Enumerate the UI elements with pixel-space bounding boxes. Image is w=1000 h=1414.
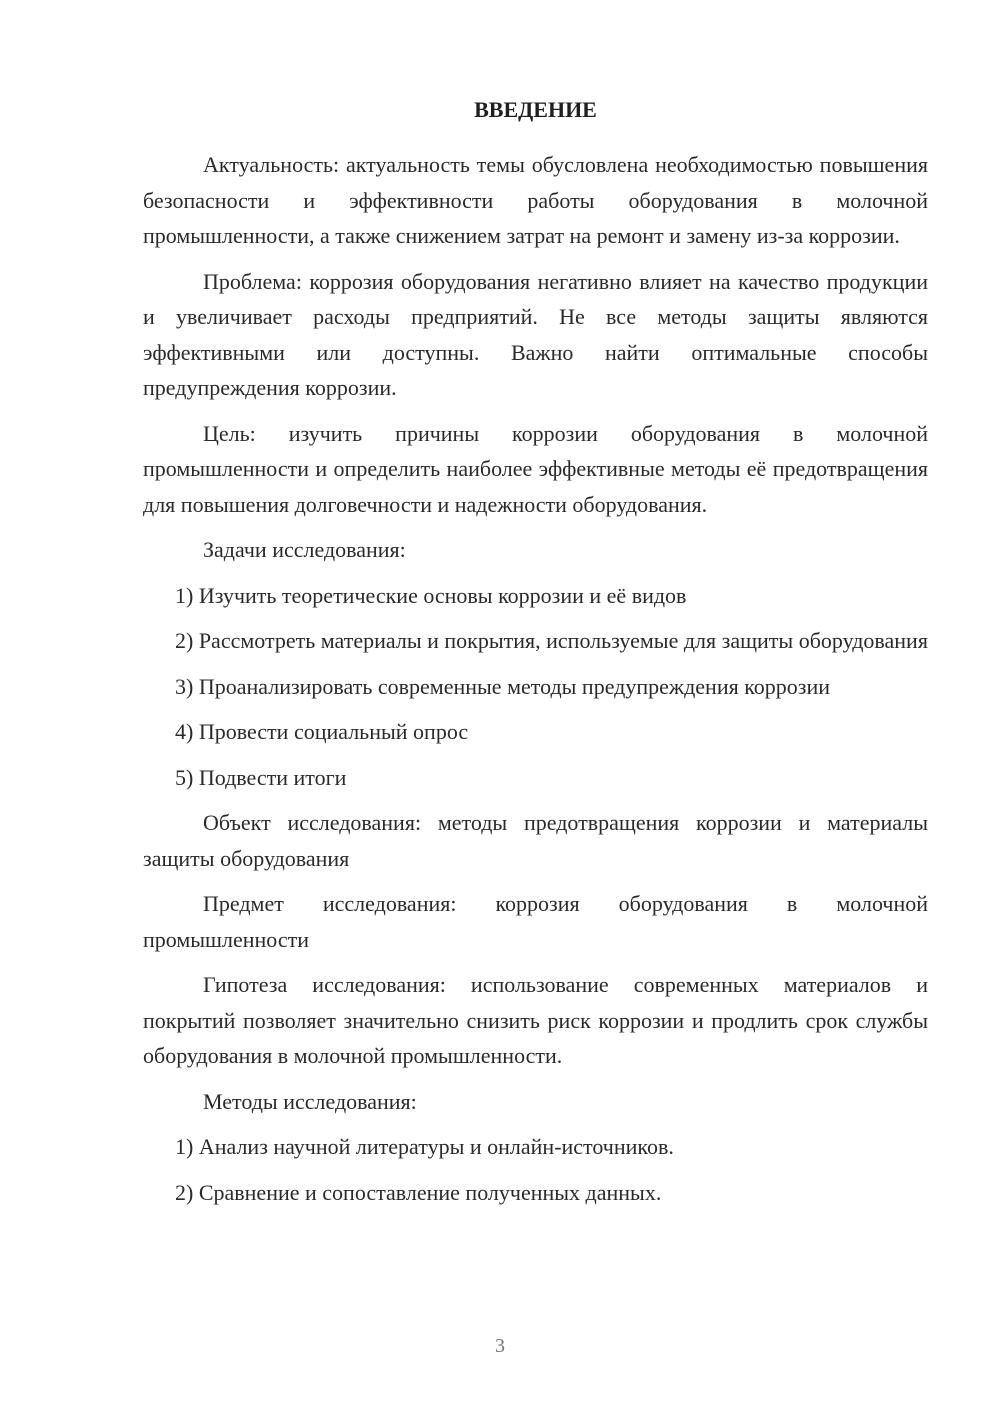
- page-number: 3: [495, 1335, 505, 1357]
- task-item: 4) Провести социальный опрос: [175, 719, 469, 744]
- methods-heading: Методы исследования:: [203, 1088, 417, 1114]
- relevance-paragraph: Актуальность: актуальность темы обусловлена необходимостью повышения безопасности и эффективности работы оборудования в молочной промышленности, а также снижением затрат на ремонт и замену из-за коррозии.: [143, 152, 928, 248]
- problem-paragraph: Проблема: коррозия оборудования негативно влияет на качество продукции и увеличивает расходы предприятий. Не все методы защиты являются эффективными или доступны. Важно найти оптимальные способы предупреждения коррозии.: [143, 268, 928, 400]
- tasks-heading: Задачи исследования:: [203, 537, 406, 562]
- subject-paragraph: Предмет исследования: коррозия оборудования в молочной промышленности: [143, 891, 928, 952]
- task-item: 1) Изучить теоретические основы коррозии и её видов: [175, 582, 687, 608]
- hypothesis-paragraph: Гипотеза исследования: использование современных материалов и покрытий позволяет значительно снизить риск коррозии и продлить срок службы оборудования в молочной промышленности.: [143, 972, 928, 1068]
- page-content: [143, 92, 928, 1220]
- goal-paragraph: Цель: изучить причины коррозии оборудования в молочной промышленности и определить наиболее эффективные методы её предотвращения для повышения долговечности и надежности оборудования.: [143, 420, 928, 517]
- task-item: 3) Проанализировать современные методы предупреждения коррозии: [175, 673, 831, 699]
- page-title: ВВЕДЕНИЕ: [474, 97, 597, 122]
- method-item: 1) Анализ научной литературы и онлайн-источников.: [175, 1134, 674, 1159]
- task-item: 2) Рассмотреть материалы и покрытия, используемые для защиты оборудования: [175, 628, 928, 653]
- object-paragraph: Объект исследования: методы предотвращения коррозии и материалы защиты оборудования: [143, 810, 928, 871]
- task-item: 5) Подвести итоги: [175, 764, 347, 790]
- method-item: 2) Сравнение и сопоставление полученных данных.: [175, 1179, 662, 1205]
